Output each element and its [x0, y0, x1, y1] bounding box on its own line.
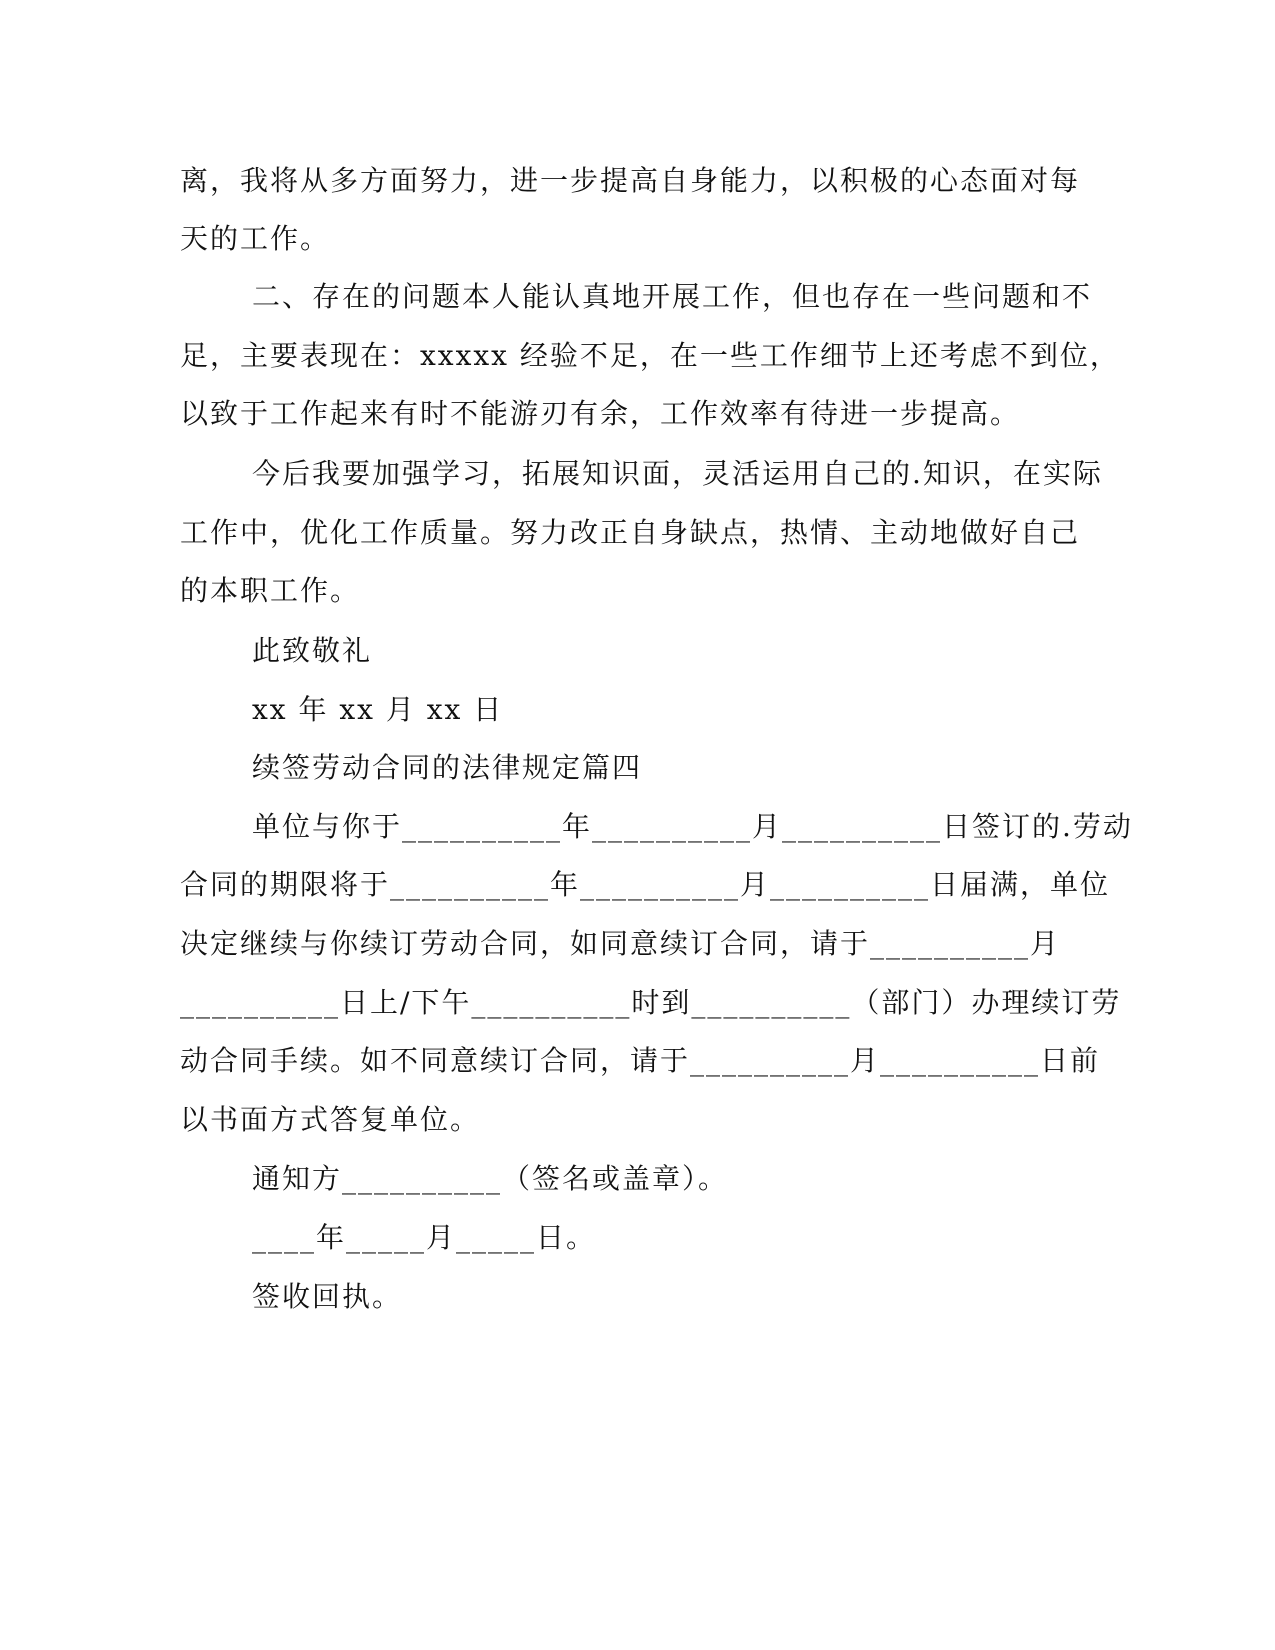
- paragraph-line: 今后我要加强学习，拓展知识面，灵活运用自己的.知识，在实际: [252, 457, 1103, 490]
- paragraph-line: 足，主要表现在：xxxxx 经验不足，在一些工作细节上还考虑不到位，: [180, 339, 1120, 372]
- paragraph-line: 以书面方式答复单位。: [180, 1103, 481, 1136]
- paragraph-line: __________日上/下午__________时到__________（部门）办理续订劳: [180, 986, 1122, 1019]
- date-line: xx 年 xx 月 xx 日: [252, 693, 504, 726]
- paragraph-line: 单位与你于__________年__________月__________日签订的.劳动: [252, 810, 1133, 843]
- section-title: 续签劳动合同的法律规定篇四: [252, 751, 643, 784]
- notifier-signature-line: 通知方__________（签名或盖章）。: [252, 1162, 729, 1195]
- paragraph-line: 工作中，优化工作质量。努力改正自身缺点，热情、主动地做好自己: [180, 516, 1081, 549]
- paragraph-line: 的本职工作。: [180, 574, 361, 607]
- section-heading-line: 二、存在的问题本人能认真地开展工作，但也存在一些问题和不: [252, 280, 1093, 313]
- paragraph-line: 天的工作。: [180, 222, 331, 255]
- paragraph-line: 合同的期限将于__________年__________月__________日届满，单位: [180, 868, 1111, 901]
- paragraph-line: 离，我将从多方面努力，进一步提高自身能力，以积极的心态面对每: [180, 164, 1081, 197]
- paragraph-line: 以致于工作起来有时不能游刃有余，工作效率有待进一步提高。: [180, 397, 1021, 430]
- date-blank-line: ____年_____月_____日。: [252, 1221, 597, 1254]
- closing-salutation: 此致敬礼: [252, 634, 373, 667]
- receipt-heading: 签收回执。: [252, 1280, 403, 1313]
- paragraph-line: 动合同手续。如不同意续订合同，请于__________月__________日前: [180, 1044, 1101, 1077]
- paragraph-line: 决定继续与你续订劳动合同，如同意续订合同，请于__________月: [180, 927, 1061, 960]
